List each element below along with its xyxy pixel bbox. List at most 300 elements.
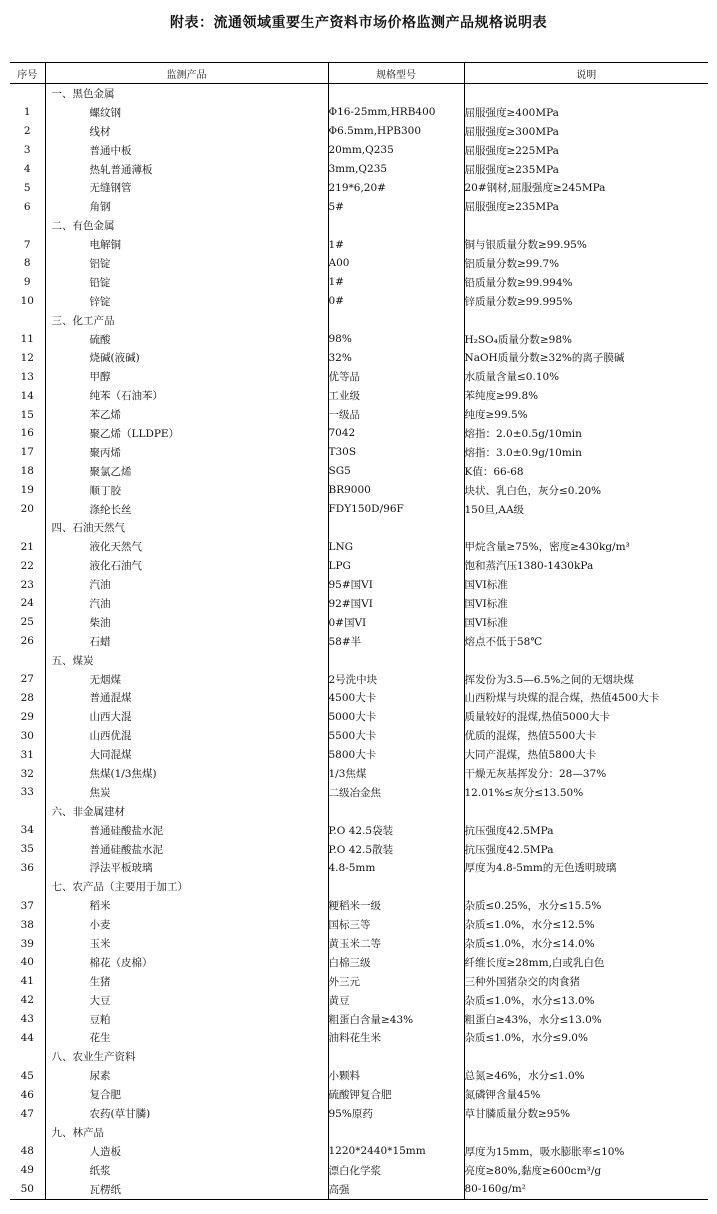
spec-model: 0#国VI (328, 613, 464, 632)
spec-note: K值：66-68 (464, 465, 524, 478)
header-note: 说明 (464, 63, 708, 84)
row-number: 43 (10, 1010, 45, 1029)
section-no-cell (10, 877, 45, 896)
spec-model: 粳稻米一级 (328, 896, 464, 915)
section-row (10, 1123, 708, 1142)
row-number: 44 (10, 1029, 45, 1048)
spec-note: 20#钢材,屈服强度≥245MPa (464, 182, 606, 195)
section-no-cell (10, 216, 45, 235)
spec-note: 优质的混煤，热值5500大卡 (464, 730, 597, 743)
section-spec-cell (328, 1123, 464, 1142)
page-title: 附表：流通领域重要生产资料市场价格监测产品规格说明表 (170, 15, 547, 31)
table-row (10, 1142, 708, 1161)
section-title: 八、农业生产资料 (45, 1047, 328, 1066)
row-number: 46 (10, 1085, 45, 1104)
section-row (10, 877, 708, 896)
table-row (10, 500, 708, 519)
product-name: 大同混煤 (45, 745, 328, 764)
table-row (10, 424, 708, 443)
product-name: 硫酸 (45, 330, 328, 349)
spec-model: 国标三等 (328, 915, 464, 934)
table-row (10, 443, 708, 462)
table-row (10, 859, 708, 878)
table-row (10, 330, 708, 349)
spec-note: 12.01%≤灰分≤13.50% (464, 786, 584, 799)
section-row (10, 84, 708, 103)
table-row (10, 726, 708, 745)
spec-note: 亮度≥80%,黏度≥600cm³/g (464, 1164, 602, 1177)
product-name: 甲醇 (45, 367, 328, 386)
spec-note: 锌质量分数≥99.995% (464, 295, 573, 308)
spec-note: 抗压强度42.5MPa (464, 843, 554, 856)
header-product: 监测产品 (45, 63, 328, 84)
section-no-cell (10, 802, 45, 821)
spec-note: 屈服强度≥235MPa (464, 201, 559, 214)
section-note-cell (464, 1047, 708, 1066)
product-name: 普通混煤 (45, 689, 328, 708)
product-name: 普通硅酸盐水泥 (45, 821, 328, 840)
table-row (10, 273, 708, 292)
section-row (10, 311, 708, 330)
table-row (10, 821, 708, 840)
table-row (10, 556, 708, 575)
spec-note: 杂质≤1.0%，水分≤12.5% (464, 919, 595, 932)
product-name: 尿素 (45, 1066, 328, 1085)
section-title: 二、有色金属 (45, 216, 328, 235)
section-title: 四、石油天然气 (45, 518, 328, 537)
spec-note: NaOH质量分数≥32%的离子膜碱 (464, 352, 625, 365)
spec-model: 5000大卡 (328, 707, 464, 726)
table-row (10, 292, 708, 311)
row-number: 16 (10, 424, 45, 443)
table-row (10, 1104, 708, 1123)
spec-model: 二级冶金焦 (328, 783, 464, 802)
spec-note: 挥发份为3.5—6.5%之间的无烟块煤 (464, 673, 634, 686)
spec-note: 粗蛋白≥43%，水分≤13.0% (464, 1013, 602, 1026)
row-number: 26 (10, 632, 45, 651)
product-name: 纯苯（石油苯） (45, 386, 328, 405)
spec-model: 油料花生米 (328, 1029, 464, 1048)
spec-note: 杂质≤1.0%，水分≤14.0% (464, 938, 595, 951)
section-no-cell (10, 1047, 45, 1066)
header-spec: 规格型号 (328, 63, 464, 84)
table-row (10, 915, 708, 934)
spec-model: BR9000 (328, 481, 464, 500)
product-name: 普通中板 (45, 141, 328, 160)
spec-note: H₂SO₄质量分数≥98% (464, 333, 573, 346)
row-number: 18 (10, 462, 45, 481)
row-number: 30 (10, 726, 45, 745)
spec-note: 大同产混煤，热值5800大卡 (464, 749, 597, 762)
spec-model: T30S (328, 443, 464, 462)
spec-model: 黄豆 (328, 991, 464, 1010)
table-row (10, 178, 708, 197)
section-title: 五、煤炭 (45, 651, 328, 670)
table-row (10, 707, 708, 726)
row-number: 20 (10, 500, 45, 519)
row-number: 12 (10, 348, 45, 367)
product-name: 聚乙烯（LLDPE） (45, 424, 328, 443)
spec-model: 20mm,Q235 (328, 141, 464, 160)
header-no: 序号 (10, 63, 45, 84)
section-spec-cell (328, 518, 464, 537)
spec-model: LNG (328, 537, 464, 556)
table-row (10, 991, 708, 1010)
row-number: 7 (10, 235, 45, 254)
row-number: 10 (10, 292, 45, 311)
section-title: 一、黑色金属 (45, 84, 328, 103)
spec-model: LPG (328, 556, 464, 575)
table-row (10, 160, 708, 179)
table-row (10, 953, 708, 972)
product-name: 线材 (45, 122, 328, 141)
row-number: 33 (10, 783, 45, 802)
spec-model: P.O 42.5袋装 (328, 821, 464, 840)
product-name: 普通硅酸盐水泥 (45, 840, 328, 859)
table-row (10, 1085, 708, 1104)
section-spec-cell (328, 84, 464, 103)
section-no-cell (10, 518, 45, 537)
spec-note: 厚度为15mm，吸水膨胀率≤10% (464, 1145, 625, 1158)
product-name: 棉花（皮棉） (45, 953, 328, 972)
row-number: 5 (10, 178, 45, 197)
spec-model: 外三元 (328, 972, 464, 991)
spec-model: Φ16-25mm,HRB400 (328, 103, 464, 122)
spec-model: 高强 (328, 1180, 464, 1199)
spec-model: 1# (328, 235, 464, 254)
section-spec-cell (328, 1047, 464, 1066)
row-number: 40 (10, 953, 45, 972)
spec-note: 氮磷钾含量45% (464, 1089, 541, 1102)
spec-note: 杂质≤1.0%，水分≤9.0% (464, 1032, 588, 1045)
section-spec-cell (328, 651, 464, 670)
row-number: 27 (10, 670, 45, 689)
row-number: 42 (10, 991, 45, 1010)
table-row (10, 840, 708, 859)
spec-note: 抗压强度42.5MPa (464, 824, 554, 837)
row-number: 3 (10, 141, 45, 160)
product-name: 角钢 (45, 197, 328, 216)
spec-note: 屈服强度≥400MPa (464, 106, 559, 119)
spec-model: 优等品 (328, 367, 464, 386)
spec-model: 98% (328, 330, 464, 349)
row-number: 38 (10, 915, 45, 934)
product-name: 农药(草甘膦) (45, 1104, 328, 1123)
row-number: 2 (10, 122, 45, 141)
row-number: 34 (10, 821, 45, 840)
spec-note: 饱和蒸汽压1380-1430kPa (464, 560, 594, 573)
spec-note: 块状、乳白色，灰分≤0.20% (464, 484, 602, 497)
spec-model: 1220*2440*15mm (328, 1142, 464, 1161)
section-note-cell (464, 216, 708, 235)
spec-model: 32% (328, 348, 464, 367)
product-name: 瓦楞纸 (45, 1180, 328, 1199)
spec-note: 草甘膦质量分数≥95% (464, 1108, 571, 1121)
spec-model: P.O 42.5散装 (328, 840, 464, 859)
section-note-cell (464, 877, 708, 896)
spec-model: 白棉三级 (328, 953, 464, 972)
product-name: 液化天然气 (45, 537, 328, 556)
spec-model: SG5 (328, 462, 464, 481)
row-number: 36 (10, 859, 45, 878)
table-row (10, 934, 708, 953)
section-title: 七、农产品（主要用于加工） (45, 877, 328, 896)
section-no-cell (10, 651, 45, 670)
spec-note: 干燥无灰基挥发分：28—37% (464, 768, 607, 780)
spec-note: 屈服强度≥235MPa (464, 163, 559, 176)
product-name: 聚氯乙烯 (45, 462, 328, 481)
row-number: 21 (10, 537, 45, 556)
spec-note: 厚度为4.8-5mm的无色透明玻璃 (464, 862, 617, 875)
row-number: 32 (10, 764, 45, 783)
section-row (10, 651, 708, 670)
table-row (10, 1029, 708, 1048)
product-name: 人造板 (45, 1142, 328, 1161)
spec-model: 4500大卡 (328, 689, 464, 708)
spec-model: 0# (328, 292, 464, 311)
section-note-cell (464, 802, 708, 821)
row-number: 45 (10, 1066, 45, 1085)
section-row (10, 216, 708, 235)
table-row (10, 670, 708, 689)
product-name: 山西优混 (45, 726, 328, 745)
spec-note: 铜与银质量分数≥99.95% (464, 239, 587, 252)
row-number: 11 (10, 330, 45, 349)
spec-model: 2号洗中块 (328, 670, 464, 689)
section-note-cell (464, 518, 708, 537)
table-row (10, 1010, 708, 1029)
spec-model: 5500大卡 (328, 726, 464, 745)
product-name: 涤纶长丝 (45, 500, 328, 519)
row-number: 6 (10, 197, 45, 216)
product-name: 生猪 (45, 972, 328, 991)
product-name: 铅锭 (45, 273, 328, 292)
spec-model: 5# (328, 197, 464, 216)
table-row (10, 235, 708, 254)
spec-model: 5800大卡 (328, 745, 464, 764)
row-number: 25 (10, 613, 45, 632)
table-row (10, 254, 708, 273)
product-name: 热轧普通薄板 (45, 160, 328, 179)
section-note-cell (464, 311, 708, 330)
row-number: 24 (10, 594, 45, 613)
table-row (10, 575, 708, 594)
table-row (10, 537, 708, 556)
product-name: 浮法平板玻璃 (45, 859, 328, 878)
spec-note: 质量较好的混煤,热值5000大卡 (464, 711, 611, 724)
spec-model: 小颗料 (328, 1066, 464, 1085)
product-name: 花生 (45, 1029, 328, 1048)
row-number: 23 (10, 575, 45, 594)
spec-note: 80-160g/m² (464, 1180, 708, 1199)
table-row (10, 1066, 708, 1085)
spec-model: 95%原药 (328, 1104, 464, 1123)
table-row (10, 783, 708, 802)
spec-model: 95#国VI (328, 575, 464, 594)
row-number: 13 (10, 367, 45, 386)
spec-note: 杂质≤1.0%，水分≤13.0% (464, 994, 595, 1007)
table-row (10, 632, 708, 651)
spec-note: 铅质量分数≥99.994% (464, 276, 573, 289)
section-row (10, 1047, 708, 1066)
table-row (10, 122, 708, 141)
spec-model: 工业级 (328, 386, 464, 405)
spec-model: FDY150D/96F (328, 500, 464, 519)
spec-note: 国VI标准 (464, 597, 508, 610)
spec-note: 苯纯度≥99.8% (464, 390, 539, 403)
row-number: 50 (10, 1180, 45, 1199)
section-no-cell (10, 311, 45, 330)
product-name: 汽油 (45, 594, 328, 613)
product-name: 无烟煤 (45, 670, 328, 689)
table-row (10, 348, 708, 367)
section-title: 三、化工产品 (45, 311, 328, 330)
table-row (10, 367, 708, 386)
spec-note: 纤维长度≥28mm,白或乳白色 (464, 956, 605, 969)
spec-note: 熔点不低于58℃ (464, 635, 543, 648)
row-number: 39 (10, 934, 45, 953)
spec-model: 硫酸钾复合肥 (328, 1085, 464, 1104)
spec-model: 3mm,Q235 (328, 160, 464, 179)
spec-model: A00 (328, 254, 464, 273)
spec-note: 铝质量分数≥99.7% (464, 257, 560, 270)
product-name: 聚丙烯 (45, 443, 328, 462)
table-row (10, 613, 708, 632)
row-number: 9 (10, 273, 45, 292)
spec-model: 1# (328, 273, 464, 292)
row-number: 22 (10, 556, 45, 575)
product-name: 豆粕 (45, 1010, 328, 1029)
row-number: 8 (10, 254, 45, 273)
spec-model: 7042 (328, 424, 464, 443)
table-row (10, 689, 708, 708)
spec-model: 漂白化学浆 (328, 1161, 464, 1180)
spec-model: 92#国VI (328, 594, 464, 613)
table-row (10, 386, 708, 405)
product-name: 纸浆 (45, 1161, 328, 1180)
row-number: 28 (10, 689, 45, 708)
table-row (10, 103, 708, 122)
spec-note: 熔指：2.0±0.5g/10min (464, 427, 582, 440)
table-row (10, 481, 708, 500)
product-name: 焦煤(1/3焦煤) (45, 764, 328, 783)
product-name: 无缝钢管 (45, 178, 328, 197)
table-row (10, 405, 708, 424)
product-name: 苯乙烯 (45, 405, 328, 424)
product-name: 汽油 (45, 575, 328, 594)
row-number: 37 (10, 896, 45, 915)
product-name: 大豆 (45, 991, 328, 1010)
spec-note: 杂质≤0.25%，水分≤15.5% (464, 900, 602, 913)
spec-model: 4.8-5mm (328, 859, 464, 878)
row-number: 29 (10, 707, 45, 726)
table-row (10, 1161, 708, 1180)
spec-model: 1/3焦煤 (328, 764, 464, 783)
product-name: 锌锭 (45, 292, 328, 311)
table-row (10, 594, 708, 613)
row-number: 1 (10, 103, 45, 122)
spec-note: 水质量含量≤0.10% (464, 371, 560, 384)
spec-note: 甲烷含量≥75%，密度≥430kg/m³ (464, 541, 630, 554)
row-number: 47 (10, 1104, 45, 1123)
spec-note: 熔指：3.0±0.9g/10min (464, 446, 582, 459)
section-spec-cell (328, 802, 464, 821)
row-number: 15 (10, 405, 45, 424)
spec-note: 150旦,AA级 (464, 503, 525, 516)
table-row (10, 141, 708, 160)
product-name: 石蜡 (45, 632, 328, 651)
section-note-cell (464, 651, 708, 670)
product-name: 小麦 (45, 915, 328, 934)
table-row (10, 896, 708, 915)
spec-note: 国VI标准 (464, 616, 508, 629)
product-name: 焦炭 (45, 783, 328, 802)
section-spec-cell (328, 877, 464, 896)
row-number: 49 (10, 1161, 45, 1180)
section-row (10, 518, 708, 537)
product-name: 柴油 (45, 613, 328, 632)
table-row (10, 972, 708, 991)
product-name: 山西大混 (45, 707, 328, 726)
section-note-cell (464, 1123, 708, 1142)
product-name: 电解铜 (45, 235, 328, 254)
product-name: 铝锭 (45, 254, 328, 273)
product-name: 玉米 (45, 934, 328, 953)
product-name: 液化石油气 (45, 556, 328, 575)
row-number: 17 (10, 443, 45, 462)
section-row (10, 802, 708, 821)
spec-note: 山西粉煤与块煤的混合煤，热值4500大卡 (464, 692, 660, 705)
table-row (10, 764, 708, 783)
product-name: 螺纹钢 (45, 103, 328, 122)
spec-note: 总氮≥46%，水分≤1.0% (464, 1070, 585, 1083)
table-header-row (10, 63, 708, 84)
spec-model: 黄玉米二等 (328, 934, 464, 953)
row-number: 48 (10, 1142, 45, 1161)
spec-model: 219*6,20# (328, 178, 464, 197)
spec-model: 一级品 (328, 405, 464, 424)
spec-note: 屈服强度≥225MPa (464, 144, 559, 157)
section-no-cell (10, 1123, 45, 1142)
section-note-cell (464, 84, 708, 103)
row-number: 41 (10, 972, 45, 991)
table-row (10, 745, 708, 764)
row-number: 14 (10, 386, 45, 405)
table-body (10, 84, 708, 1200)
spec-note: 国VI标准 (464, 579, 508, 592)
table-row (10, 1180, 708, 1199)
row-number: 4 (10, 160, 45, 179)
spec-note: 屈服强度≥300MPa (464, 125, 559, 138)
row-number: 19 (10, 481, 45, 500)
row-number: 35 (10, 840, 45, 859)
table-row (10, 462, 708, 481)
spec-note: 纯度≥99.5% (464, 409, 528, 422)
spec-model: Φ6.5mm,HPB300 (328, 122, 464, 141)
section-title: 六、非金属建材 (45, 802, 328, 821)
section-no-cell (10, 84, 45, 103)
product-name: 复合肥 (45, 1085, 328, 1104)
spec-model: 粗蛋白含量≥43% (328, 1010, 464, 1029)
row-number: 31 (10, 745, 45, 764)
section-spec-cell (328, 311, 464, 330)
product-name: 烧碱(液碱) (45, 348, 328, 367)
product-name: 稻米 (45, 896, 328, 915)
section-title: 九、林产品 (45, 1123, 328, 1142)
spec-model: 58#半 (328, 632, 464, 651)
section-spec-cell (328, 216, 464, 235)
table-row (10, 197, 708, 216)
